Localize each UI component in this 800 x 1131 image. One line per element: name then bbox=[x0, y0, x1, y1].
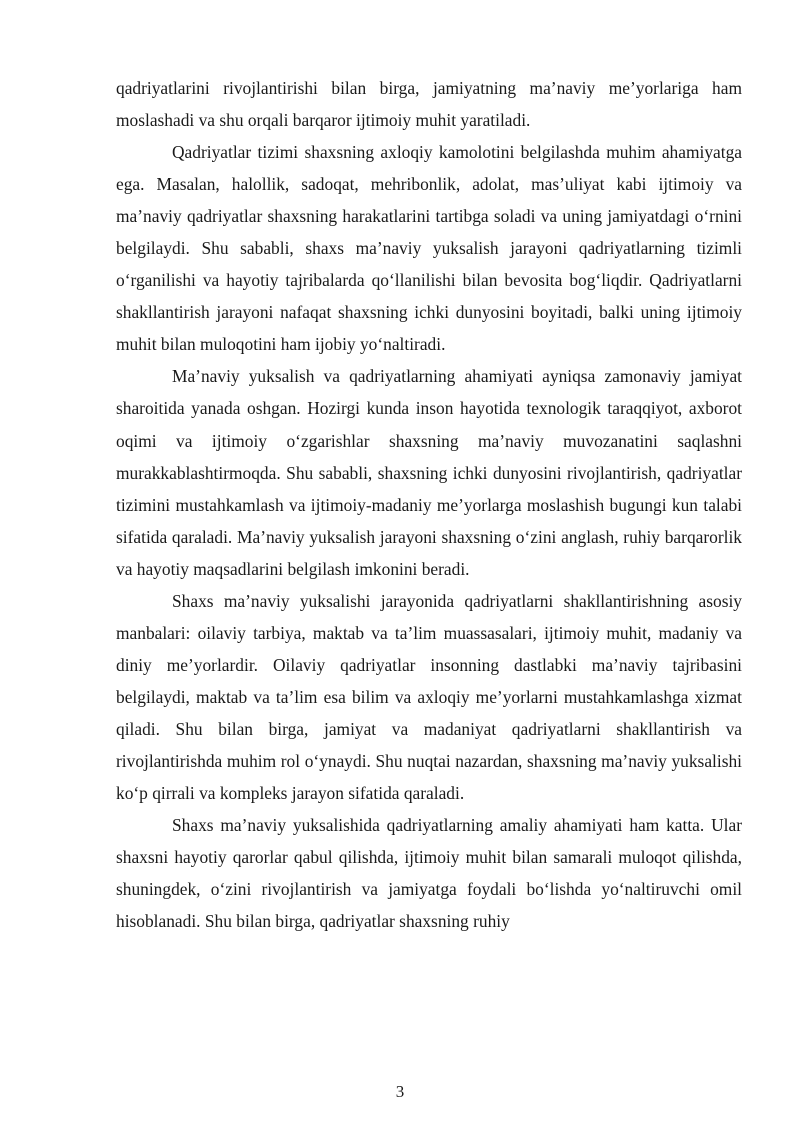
paragraph-3: Ma’naviy yuksalish va qadriyatlarning ahamiyati ayniqsa zamonaviy jamiyat sharoitida yanada oshgan. Hozirgi kunda inson hayotida texnologik taraqqiyot, axborot oqimi va ijtimoiy o‘zgarishlar shaxsning ma’naviy muvozanatini saqlashni murakkablashtirmoqda. Shu sababli, shaxsning ichki dunyosini rivojlantirish, qadriyatlar tizimini mustahkamlash va ijtimoiy-madaniy me’yorlarga moslashish bugungi kun talabi sifatida qaraladi. Ma’naviy yuksalish jarayoni shaxsning o‘zini anglash, ruhiy barqarorlik va hayotiy maqsadlarini belgilash imkonini beradi. bbox=[116, 366, 742, 579]
page-number: 3 bbox=[395, 1082, 405, 1101]
paragraph-5: Shaxs ma’naviy yuksalishida qadriyatlarning amaliy ahamiyati ham katta. Ular shaxsni hayotiy qarorlar qabul qilishda, ijtimoiy muhit bilan samarali muloqot qilishda, shuningdek, o‘zini rivojlantirish va jamiyatga foydali bo‘lishda yo‘naltiruvchi omil hisoblanadi. Shu bilan birga, qadriyatlar shaxsning ruhiy bbox=[116, 815, 742, 932]
paragraph-2: Qadriyatlar tizimi shaxsning axloqiy kamolotini belgilashda muhim ahamiyatga ega. Masalan, halollik, sadoqat, mehribonlik, adolat, mas’uliyat kabi ijtimoiy va ma’naviy qadriyatlar shaxsning harakatlarini tartibga soladi va uning jamiyatdagi o‘rnini belgilaydi. Shu sababli, shaxs ma’naviy yuksalish jarayoni qadriyatlarning tizimli o‘rganilishi va hayotiy tajribalarda qo‘llanilishi bilan bevosita bog‘liqdir. Qadriyatlarni shakllantirish jarayoni nafaqat shaxsning ichki dunyosini boyitadi, balki uning ijtimoiy muhit bilan muloqotini ham ijobiy yo‘naltiradi. bbox=[116, 142, 742, 355]
paragraph-4: Shaxs ma’naviy yuksalishi jarayonida qadriyatlarni shakllantirishning asosiy manbalari: oilaviy tarbiya, maktab va ta’lim muassasalari, ijtimoiy muhit, madaniy va diniy me’yorlardir. Oilaviy qadriyatlar insonning dastlabki ma’naviy tajribasini belgilaydi, maktab va ta’lim esa bilim va axloqiy me’yorlarni mustahkamlashga xizmat qiladi. Shu bilan birga, jamiyat va madaniyat qadriyatlarni shakllantirish va rivojlantirishda muhim rol o‘ynaydi. Shu nuqtai nazardan, shaxsning ma’naviy yuksalishi ko‘p qirrali va kompleks jarayon sifatida qaraladi. bbox=[116, 590, 742, 804]
body-text bbox=[116, 72, 742, 937]
paragraph-1: qadriyatlarini rivojlantirishi bilan birga, jamiyatning ma’naviy me’yorlariga ham moslashadi va shu orqali barqaror ijtimoiy muhit yaratiladi. bbox=[116, 78, 742, 131]
